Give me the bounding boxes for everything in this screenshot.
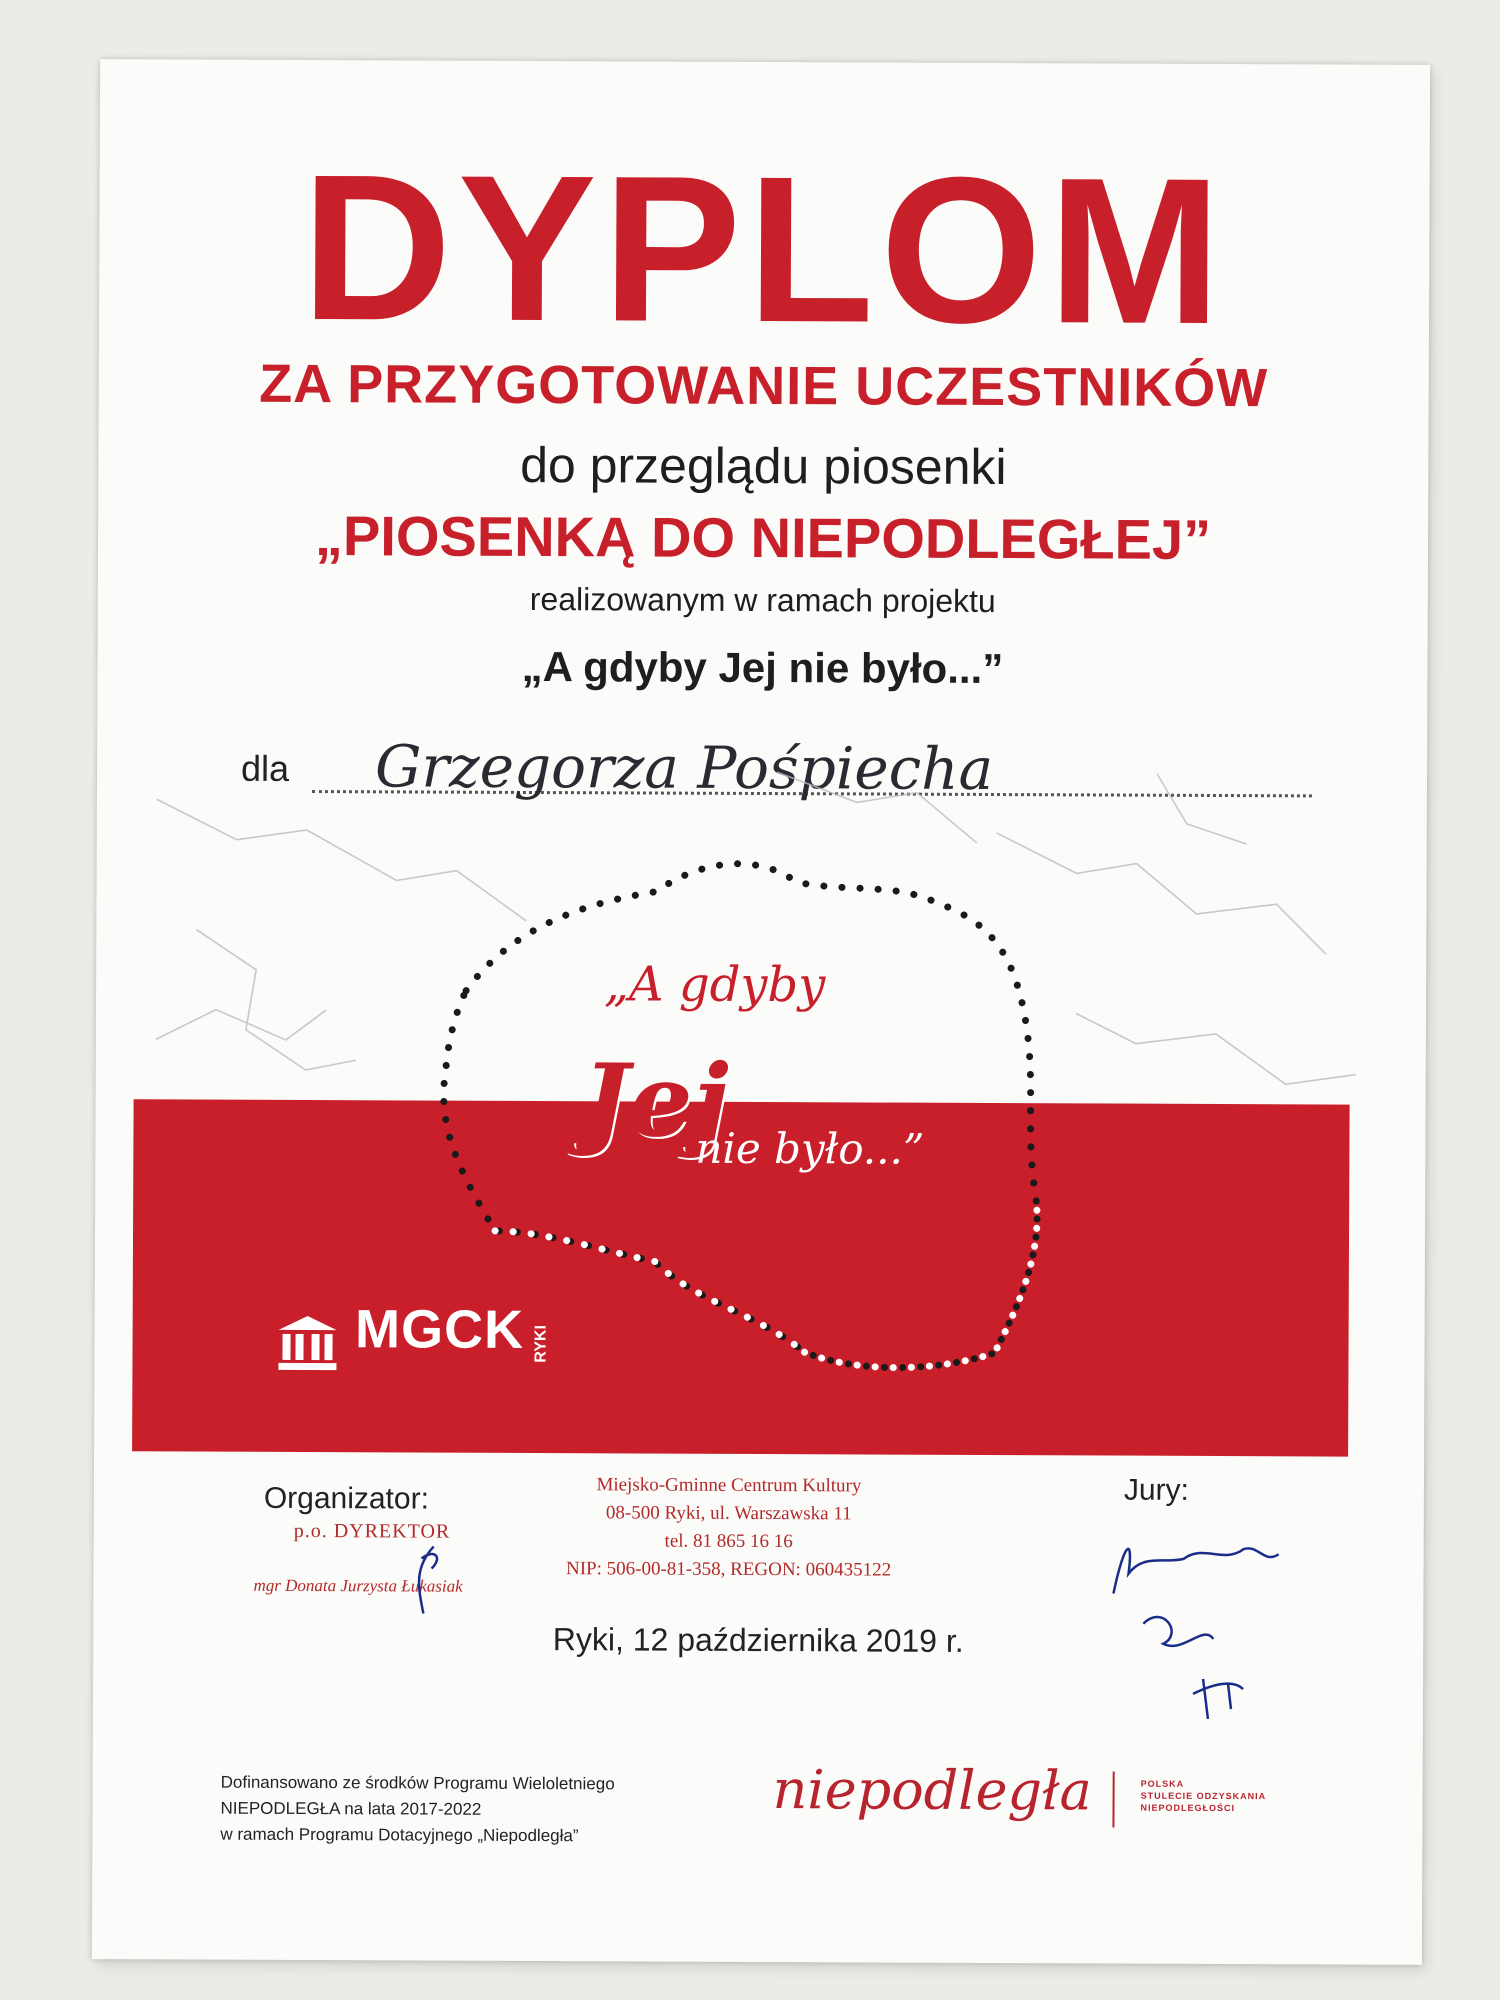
project-intro: realizowanym w ramach projektu — [529, 580, 996, 620]
emblem-line-1: „A gdyby — [603, 956, 826, 1014]
funding-line-2: NIEPODLEGŁA na lata 2017-2022 — [220, 1798, 482, 1819]
institution-info — [544, 1471, 914, 1585]
jury-label: Jury: — [1123, 1473, 1190, 1507]
funding-line-1: Dofinansowano ze środków Programu Wieloletniego — [220, 1772, 615, 1794]
institution-name: Miejsko-Gminne Centrum Kultury — [596, 1474, 862, 1497]
emblem-line-2: Jej — [581, 1041, 729, 1160]
funding-note — [220, 1770, 614, 1850]
mgck-logo-side-text: RYKI — [532, 1324, 550, 1363]
institution-ids: NIP: 506-00-81-358, REGON: 060435122 — [565, 1558, 892, 1581]
jury-signatures — [1093, 1503, 1314, 1734]
stulecie-line-2: STULECIE ODZYSKANIA — [1140, 1790, 1267, 1802]
institution-phone: tel. 81 865 16 16 — [664, 1530, 793, 1553]
diploma-title: DYPLOM — [300, 131, 1228, 369]
organizer-label: Organizator: — [263, 1481, 430, 1516]
building-columns-icon — [276, 1314, 338, 1372]
mgck-logo-text: MGCK — [354, 1299, 525, 1360]
institution-address: 08-500 Ryki, ul. Warszawska 11 — [605, 1502, 852, 1525]
director-signature — [393, 1538, 453, 1618]
place-and-date: Ryki, 12 października 2019 r. — [552, 1621, 964, 1659]
project-name: „A gdyby Jej nie było...” — [521, 642, 1004, 693]
stulecie-line-1: POLSKA — [1140, 1778, 1185, 1789]
emblem-line-3: nie było...” — [695, 1123, 925, 1174]
stulecie-logo-text — [1141, 1778, 1267, 1815]
stulecie-line-3: NIEPODLEGŁOŚCI — [1140, 1802, 1236, 1814]
mgck-logo — [276, 1298, 550, 1373]
award-reason: ZA PRZYGOTOWANIE UCZESTNIKÓW — [259, 353, 1269, 419]
niepodlegla-logo — [772, 1758, 1091, 1822]
funding-line-3: w ramach Programu Dotacyjnego „Niepodległa” — [220, 1824, 579, 1846]
recipient-name: Grzegorza Pośpiecha — [374, 732, 994, 804]
niepodlegla-logo-text: niepodległa — [772, 1758, 1092, 1823]
diploma-sheet — [92, 59, 1430, 1965]
recipient-label: dla — [240, 747, 290, 789]
logo-divider — [1112, 1772, 1114, 1828]
event-intro: do przeglądu piosenki — [520, 436, 1007, 496]
director-title: p.o. DYREKTOR — [293, 1519, 451, 1543]
event-name: „PIOSENKĄ DO NIEPODLEGŁEJ” — [314, 504, 1212, 571]
director-name: mgr Donata Jurzysta Łukasiak — [253, 1575, 463, 1596]
